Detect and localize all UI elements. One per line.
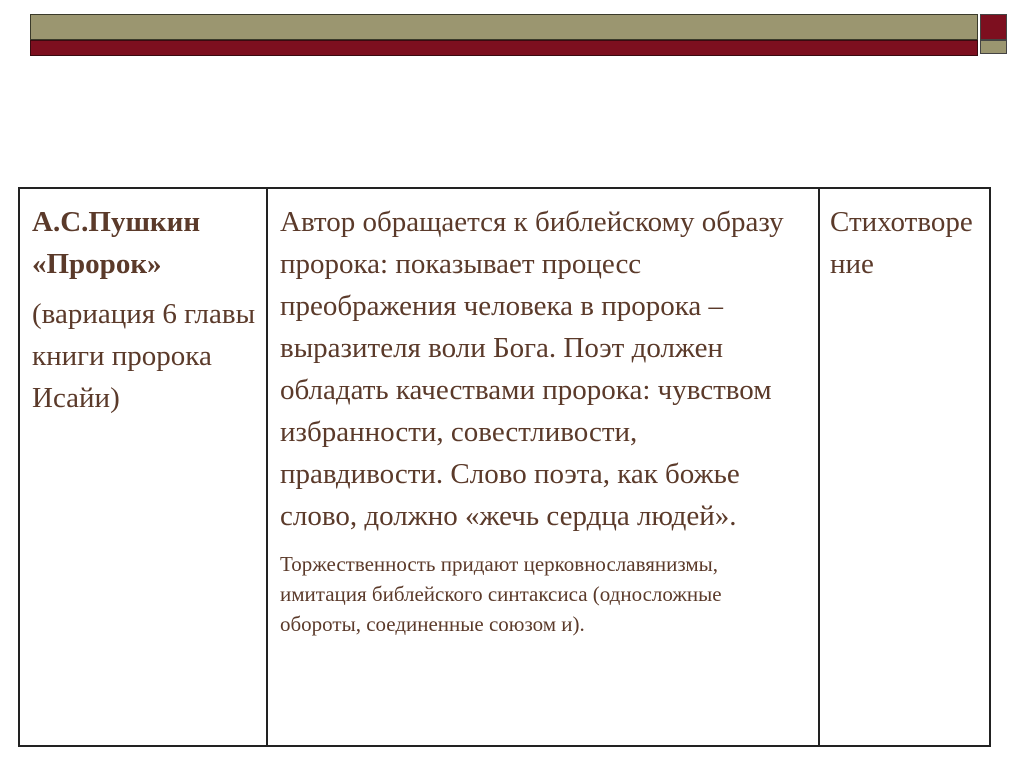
cell-analysis: [266, 189, 818, 745]
header-maroon-stripe: [30, 40, 978, 56]
header-square-olive: [980, 40, 1007, 54]
cell-genre: [818, 189, 989, 745]
cell-work: [20, 189, 266, 745]
analysis-style-note: Торжественность придают церковнославянизмы, имитация библейского синтаксиса (односложные обороты, соединенные союзом и).: [280, 552, 722, 636]
work-title-name: «Пророк»: [32, 248, 162, 280]
genre-label: Стихотворение: [830, 206, 973, 280]
header-olive-stripe: [30, 14, 978, 40]
header-square-maroon: [980, 14, 1007, 40]
slide-header-bar: [30, 14, 1008, 56]
analysis-table: [18, 187, 991, 747]
work-note: (вариация 6 главы книги пророка Исайи): [32, 298, 256, 414]
work-title-author: А.С.Пушкин: [32, 206, 201, 238]
analysis-main-text: Автор обращается к библейскому образу пророка: показывает процесс преображения человека в пророка – выразителя воли Бога. Поэт должен обладать качествами пророка: чувством избранности, совестливости, правдивости. Слово поэта, как божье слово, должно «жечь сердца людей».: [280, 206, 784, 532]
